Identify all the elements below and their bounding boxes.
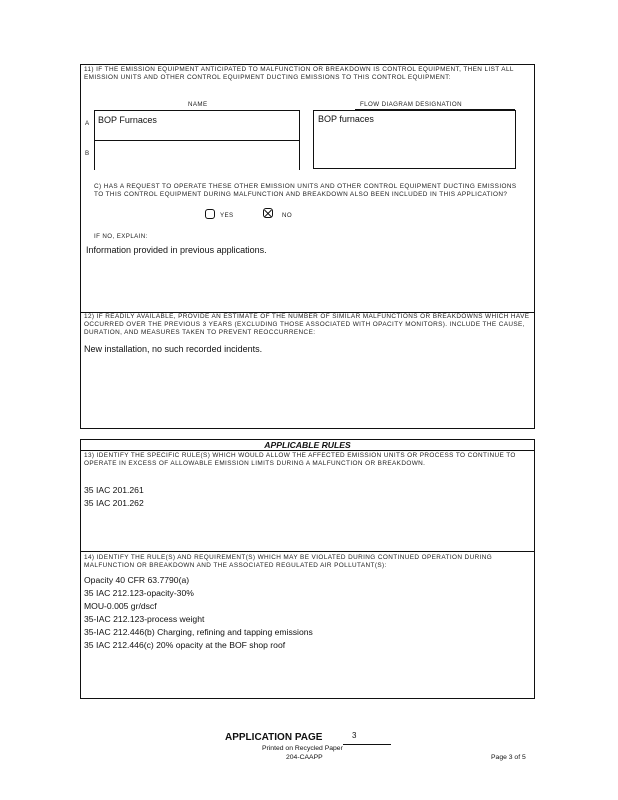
row-b-label: B bbox=[85, 150, 90, 157]
name-column-label: NAME bbox=[188, 101, 208, 108]
explanation-text: Information provided in previous applications. bbox=[86, 245, 267, 255]
rules-title: APPLICABLE RULES bbox=[264, 440, 351, 450]
question-12-answer: New installation, no such recorded incidents. bbox=[84, 344, 263, 354]
no-checkbox[interactable] bbox=[263, 208, 273, 218]
flow-diagram-value-a: BOP furnaces bbox=[318, 114, 374, 124]
form-number: 204-CAAPP bbox=[286, 754, 323, 761]
application-page-underline bbox=[343, 744, 391, 745]
yes-checkbox[interactable] bbox=[205, 209, 215, 219]
rule-line-14-6: 35 IAC 212.446(c) 20% opacity at the BOF shop roof bbox=[84, 640, 286, 650]
question-14-text: 14) IDENTIFY THE RULE(S) AND REQUIREMENT(S) WHICH MAY BE VIOLATED DURING CONTINUED OPERATION DURING MALFUNCTION OR BREAKDOWN AND THE ASSOCIATED REGULATED AIR POLLUTANT(S): bbox=[84, 554, 493, 569]
row-a-label: A bbox=[85, 120, 90, 127]
question-11-text: 11) IF THE EMISSION EQUIPMENT ANTICIPATED TO MALFUNCTION OR BREAKDOWN IS CONTROL EQUIPMENT, THEN LIST ALL EMISSION UNITS AND OTHER CONTROL EQUIPMENT DUCTING EMISSIONS TO THIS CONTROL EQUIPMENT: bbox=[84, 66, 514, 81]
application-page-number: 3 bbox=[352, 731, 357, 740]
page-of-label: Page 3 of 5 bbox=[491, 754, 526, 761]
rule-line-13-1: 35 IAC 201.261 bbox=[84, 485, 144, 495]
rule-line-14-4: 35-IAC 212.123-process weight bbox=[84, 614, 205, 624]
rule-line-14-2: 35 IAC 212.123-opacity-30% bbox=[84, 588, 194, 598]
rule-line-14-5: 35-IAC 212.446(b) Charging, refining and tapping emissions bbox=[84, 627, 313, 637]
name-value-a: BOP Furnaces bbox=[98, 115, 157, 125]
rule-line-14-3: MOU-0.005 gr/dscf bbox=[84, 601, 157, 611]
rule-line-13-2: 35 IAC 201.262 bbox=[84, 498, 144, 508]
question-12-text: 12) IF READILY AVAILABLE, PROVIDE AN ESTIMATE OF THE NUMBER OF SIMILAR MALFUNCTIONS OR BREAKDOWNS WHICH HAVE OCCURRED OVER THE PREVIOUS 3 YEARS (EXCLUDING THOSE ASSOCIATED WITH OPACITY MONITORS). INCLUDE THE CAUSE, DURATION, AND MEASURES TAKEN TO PREVENT REOCCURRENCE: bbox=[84, 313, 530, 336]
rules-divider bbox=[80, 551, 535, 552]
no-label: NO bbox=[282, 212, 293, 219]
name-field-b[interactable] bbox=[94, 141, 300, 170]
application-page-label: APPLICATION PAGE bbox=[225, 732, 323, 743]
yes-label: YES bbox=[220, 212, 234, 219]
printed-on-recycled-paper: Printed on Recycled Paper bbox=[262, 745, 343, 752]
flow-diagram-column-label: FLOW DIAGRAM DESIGNATION bbox=[360, 101, 462, 108]
if-no-explain-label: IF NO, EXPLAIN: bbox=[94, 233, 148, 240]
question-c-text: C) HAS A REQUEST TO OPERATE THESE OTHER EMISSION UNITS AND OTHER CONTROL EQUIPMENT DUCTING EMISSIONS TO THIS CONTROL EQUIPMENT DURING MALFUNCTION AND BREAKDOWN ALSO BEEN INCLUDED IN THIS APPLICATION? bbox=[94, 183, 517, 198]
rule-line-14-1: Opacity 40 CFR 63.7790(a) bbox=[84, 575, 190, 585]
question-13-text: 13) IDENTIFY THE SPECIFIC RULE(S) WHICH WOULD ALLOW THE AFFECTED EMISSION UNITS OR PROCESS TO CONTINUE TO OPERATE IN EXCESS OF ALLOWABLE EMISSION LIMITS DURING A MALFUNCTION OR BREAKDOWN. bbox=[84, 452, 516, 467]
